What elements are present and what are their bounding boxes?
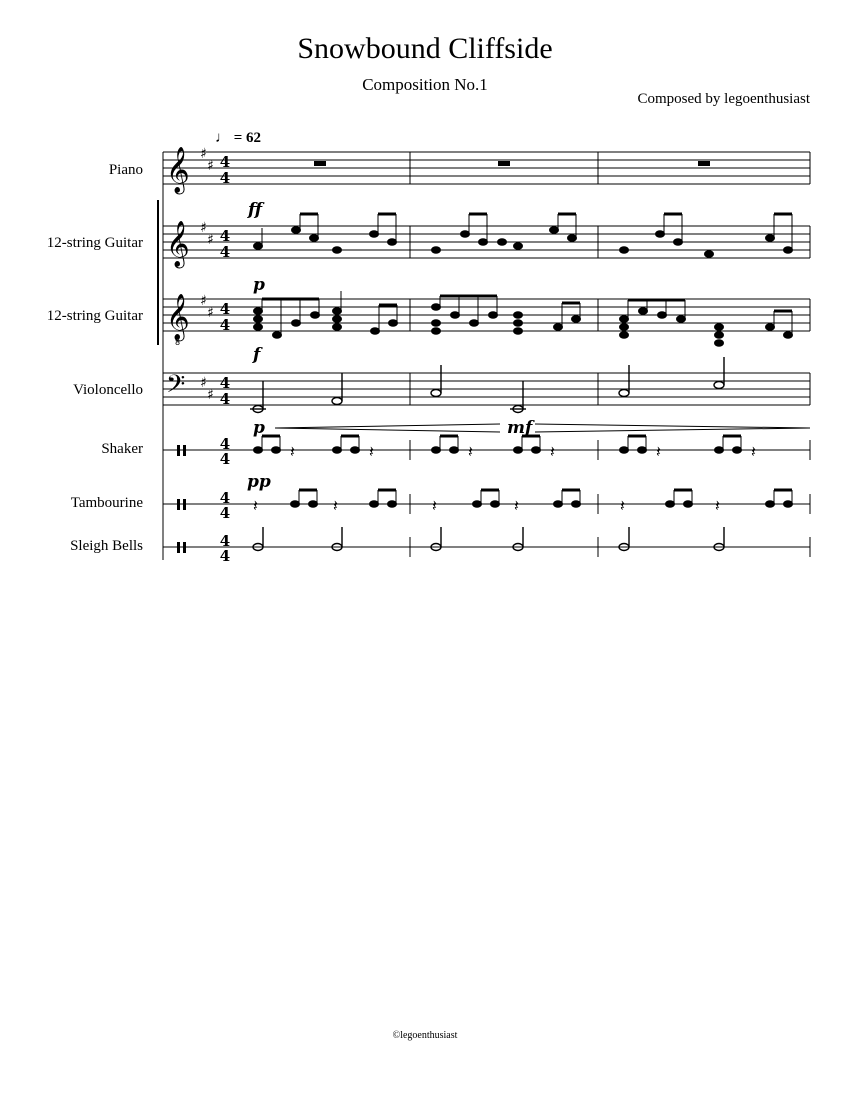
score-title: Snowbound Cliffside (297, 32, 553, 65)
dynamic-tambourine: pp (247, 472, 271, 492)
svg-text:𝄽: 𝄽 (715, 496, 720, 515)
piano-whole-rests (314, 161, 710, 166)
instrument-label-guitar-2: 12-string Guitar (46, 308, 143, 324)
quarter-note-icon: ♩ (215, 130, 230, 146)
svg-text:4: 4 (219, 435, 231, 453)
svg-text:4: 4 (219, 374, 231, 392)
tempo-value: = 62 (233, 130, 262, 146)
svg-text:♯: ♯ (200, 293, 207, 309)
percussion-clef-icon (177, 445, 180, 456)
svg-text:4: 4 (219, 390, 231, 408)
svg-text:♯: ♯ (207, 158, 214, 174)
instrument-label-piano: Piano (108, 162, 143, 178)
svg-text:𝄽: 𝄽 (656, 442, 661, 461)
svg-text:𝄽: 𝄽 (751, 442, 756, 461)
svg-text:♯: ♯ (200, 146, 207, 162)
instrument-label-shaker: Shaker (101, 441, 143, 457)
shaker-notes (254, 436, 742, 453)
staff-cello (163, 373, 810, 405)
svg-text:𝄽: 𝄽 (333, 496, 338, 515)
key-signature-sharps (200, 146, 214, 403)
copyright-footer: ©legoenthusiast (392, 1030, 458, 1041)
svg-text:4: 4 (219, 547, 231, 565)
treble-clef-icon: 𝄞 (166, 221, 190, 267)
dynamic-cello-start: p (253, 418, 265, 438)
guitar-1-notes (254, 214, 793, 257)
svg-text:𝄽: 𝄽 (253, 496, 258, 515)
cello-notes (250, 357, 724, 413)
instrument-label-sleigh-bells: Sleigh Bells (70, 538, 143, 554)
svg-text:4: 4 (219, 504, 231, 522)
svg-text:4: 4 (219, 450, 231, 468)
percussion-clef-icon (177, 499, 180, 510)
dynamic-guitar2-top: p (253, 275, 265, 295)
svg-text:𝄽: 𝄽 (369, 442, 374, 461)
svg-text:𝄽: 𝄽 (432, 496, 437, 515)
treble-clef-icon: 𝄞 (166, 294, 190, 340)
instrument-label-cello: Violoncello (73, 382, 143, 398)
dynamic-mf: mf (507, 418, 533, 438)
svg-text:4: 4 (219, 243, 231, 261)
crescendo-hairpin (275, 424, 810, 432)
time-sig-denominator: 4 (219, 169, 231, 187)
instrument-label-tambourine: Tambourine (70, 495, 143, 511)
svg-text:♯: ♯ (207, 232, 214, 248)
svg-text:♯: ♯ (200, 220, 207, 236)
dynamic-guitar2-bottom: f (253, 345, 261, 365)
time-sig-numerator: 4 (219, 153, 231, 171)
svg-text:𝄽: 𝄽 (550, 442, 555, 461)
svg-text:4: 4 (219, 489, 231, 507)
svg-text:♯: ♯ (200, 375, 207, 391)
treble-clef-icon: 𝄞 (166, 147, 190, 193)
instrument-label-guitar-1: 12-string Guitar (46, 235, 143, 251)
percussion-clef-icon (177, 542, 180, 553)
svg-text:4: 4 (219, 532, 231, 550)
svg-text:4: 4 (219, 227, 231, 245)
svg-text:𝄽: 𝄽 (514, 496, 519, 515)
svg-text:𝄽: 𝄽 (290, 442, 295, 461)
svg-text:𝄽: 𝄽 (468, 442, 473, 461)
svg-text:♯: ♯ (207, 305, 214, 321)
dynamic-guitar1: ff (248, 200, 263, 220)
svg-text:♯: ♯ (207, 387, 214, 403)
composer-credit: Composed by legoenthusiast (637, 91, 810, 107)
svg-text:𝄽: 𝄽 (620, 496, 625, 515)
svg-text:4: 4 (219, 300, 231, 318)
svg-text:4: 4 (219, 316, 231, 334)
score-subtitle: Composition No.1 (362, 75, 488, 94)
octave-marker-icon: 8 (175, 338, 181, 347)
staff-piano (163, 152, 810, 184)
bass-clef-icon: 𝄢 (166, 370, 186, 405)
